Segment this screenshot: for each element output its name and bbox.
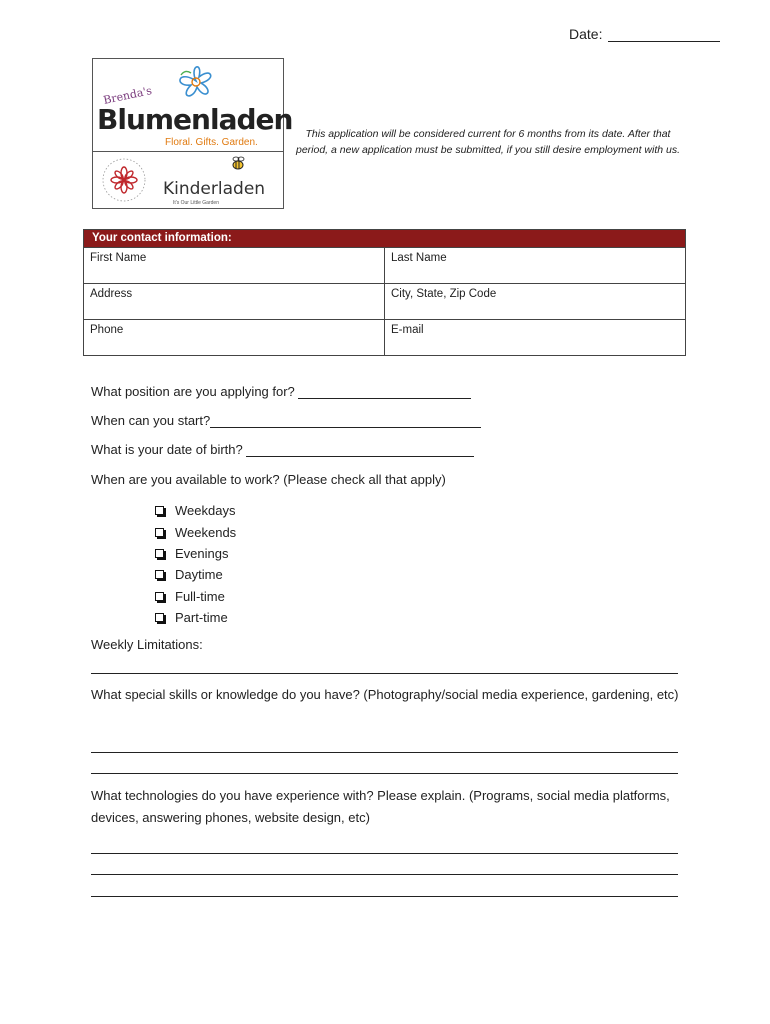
brand-tagline: Floral. Gifts. Garden. — [165, 137, 258, 148]
start-input-line[interactable] — [210, 414, 481, 428]
tech-answer-line[interactable] — [91, 874, 678, 875]
checkbox-evenings[interactable] — [155, 543, 236, 564]
checkbox-icon[interactable] — [155, 592, 164, 601]
checkbox-icon[interactable] — [155, 549, 164, 558]
tech-answer-line[interactable] — [91, 853, 678, 854]
checkbox-label: Full-time — [175, 588, 225, 604]
dob-question — [91, 442, 474, 457]
contact-row — [84, 247, 685, 283]
first-name-field[interactable]: First Name — [90, 252, 147, 264]
skills-answer-line[interactable] — [91, 773, 678, 774]
blumenladen-logo — [93, 59, 293, 152]
contact-header: Your contact information: — [84, 230, 685, 247]
checkbox-label: Weekends — [175, 524, 237, 540]
company-logo — [92, 58, 293, 209]
bee-icon — [229, 155, 247, 173]
skills-question: What special skills or knowledge do you have? (Photography/social media experience, gardening, etc) — [91, 687, 679, 702]
checkbox-icon[interactable] — [155, 528, 164, 537]
date-field — [569, 26, 720, 42]
weekly-limitations-line[interactable] — [91, 673, 678, 674]
brand-name: Blumenladen — [97, 103, 293, 136]
contact-row — [84, 319, 685, 355]
tech-answer-line[interactable] — [91, 896, 678, 897]
checkbox-weekdays[interactable] — [155, 500, 236, 521]
sub-brand-name: Kinderladen — [163, 179, 266, 199]
city-state-zip-field[interactable]: City, State, Zip Code — [384, 284, 685, 319]
position-label: What position are you applying for? — [91, 384, 295, 399]
date-input-line[interactable] — [608, 27, 720, 42]
checkbox-label: Part-time — [175, 610, 228, 626]
contact-table — [83, 229, 686, 356]
dob-input-line[interactable] — [246, 443, 474, 457]
kinderladen-logo — [93, 151, 283, 208]
tech-question: What technologies do you have experience with? Please explain. (Programs, social media platforms, devices, answering phones, website design, etc) — [91, 788, 670, 825]
availability-question: When are you available to work? (Please check all that apply) — [91, 472, 446, 487]
checkbox-daytime[interactable] — [155, 564, 236, 585]
last-name-field[interactable]: Last Name — [384, 248, 685, 283]
dob-label: What is your date of birth? — [91, 442, 243, 457]
availability-checklist — [155, 500, 236, 628]
email-field[interactable]: E-mail — [384, 320, 685, 355]
flower-icon — [171, 61, 221, 103]
phone-field[interactable]: Phone — [90, 324, 124, 336]
sub-brand-tagline: It's Our Little Garden — [173, 200, 219, 206]
brand-script: Brenda's — [102, 84, 154, 107]
position-input-line[interactable] — [298, 385, 471, 399]
start-label: When can you start? — [91, 413, 211, 428]
checkbox-icon[interactable] — [155, 613, 164, 622]
weekly-limitations-label: Weekly Limitations: — [91, 637, 203, 652]
checkbox-icon[interactable] — [155, 506, 164, 515]
position-question — [91, 384, 471, 399]
contact-row — [84, 283, 685, 319]
address-field[interactable]: Address — [90, 288, 133, 300]
checkbox-label: Daytime — [175, 567, 223, 583]
date-label: Date: — [569, 26, 603, 42]
checkbox-weekends[interactable] — [155, 521, 236, 542]
checkbox-label: Weekdays — [175, 503, 236, 519]
checkbox-label: Evenings — [175, 545, 229, 561]
checkbox-icon[interactable] — [155, 570, 164, 579]
start-question — [91, 413, 481, 428]
seal-icon — [101, 157, 147, 203]
intro-text: This application will be considered current for 6 months from its date. After that period, a new application must be submitted, if you still desire employment with us. — [295, 128, 681, 156]
checkbox-full-time[interactable] — [155, 586, 236, 607]
checkbox-part-time[interactable] — [155, 607, 236, 628]
skills-answer-line[interactable] — [91, 752, 678, 753]
